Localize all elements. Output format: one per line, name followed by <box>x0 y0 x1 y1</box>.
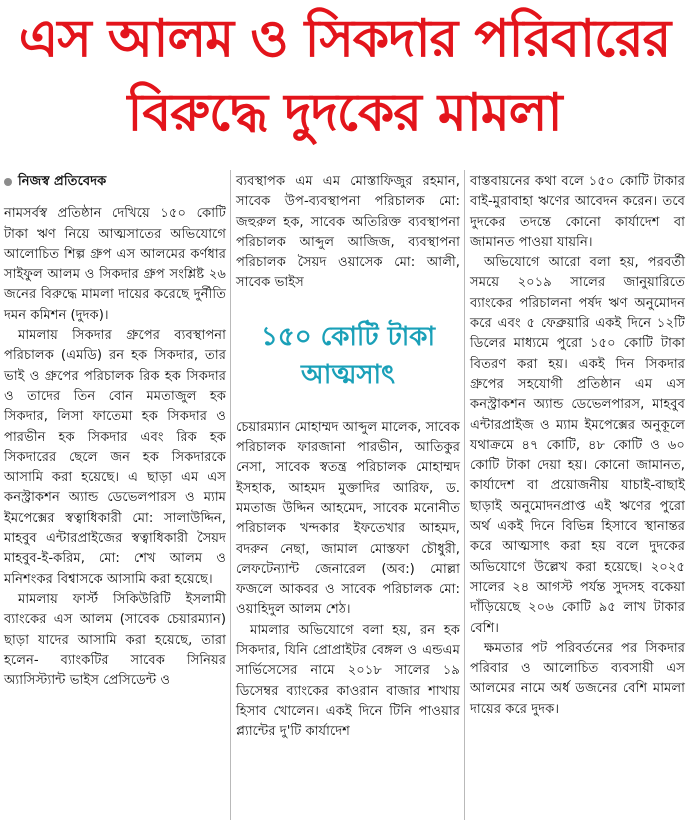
byline <box>4 172 226 192</box>
article-column-1 <box>4 172 226 691</box>
subheading-line-1: ১৫০ কোটি টাকা <box>260 321 436 352</box>
subheading-line-2: আত্মসাৎ <box>301 359 395 390</box>
column-divider <box>230 170 231 820</box>
paragraph: নামসর্বস্ব প্রতিষ্ঠান দেখিয়ে ১৫০ কোটি টাকা ঋণ নিয়ে আত্মসাতের অভিযোগে আলোচিত শিল্প গ্রুপ এস আলমের কর্ণধার সাইফুল আলম ও সিকদার গ্রুপ সংশ্লিষ্ট ২৬ জনের বিরুদ্ধে মামলা দায়ের করেছে দুর্নীতি দমন কমিশন (দুদক)। <box>4 206 226 323</box>
headline-line-2: বিরুদ্ধে দুদকের মামলা <box>127 83 562 143</box>
paragraph: মামলায় ফার্স্ট সিকিউরিটি ইসলামী ব্যাংকের এস আলম (সাবেক চেয়ারম্যান) ছাড়া যাদের আসামি করা হয়েছে, তারা হলেন- ব্যাংকটির সাবেক সিনিয়র অ্যাসিস্ট্যান্ট ভাইস প্রেসিডেন্ট ও <box>4 591 226 689</box>
paragraph: মামলার অভিযোগে বলা হয়, রন হক সিকদার, যিনি প্রোপ্রাইটর বেঙ্গল ও এন্ডএম সার্ভিসেসের নামে ২০১৮ সালের ১৯ ডিসেম্বর ব্যাংকের কাওরান বাজার শাখায় হিসাব খোলেন। একই দিনে টিনি পাওয়ার প্ল্যান্টের দু'টি কার্যাদেশ <box>236 622 460 740</box>
headline-line-1: এস আলম ও সিকদার পরিবারের <box>18 9 671 69</box>
paragraph: অভিযোগে আরো বলা হয়, পরবর্তী সময়ে ২০১৯ সালের জানুয়ারিতে ব্যাংকের পরিচালনা পর্ষদ ঋণ অনুমোদন করে এবং ৫ ফেব্রুয়ারি একই দিনে ১২টি ডিলের মাধ্যমে পুরো ১৫০ কোটি টাকা বিতরণ করা হয়। একই দিন সিকদার গ্রুপের সহযোগী প্রতিষ্ঠান এম এস কনস্ট্রাকশন অ্যান্ড ডেভেলপারস, মাহবুব এন্টারপ্রাইজ ও ম্যাম ইমপেক্সের অনুকূলে যথাক্রমে ৪৭ কোটি, ৪৮ কোটি ও ৬০ কোটি টাকা দেয়া হয়। কোনো জামানত, কার্যাদেশ বা প্রয়োজনীয় যাচাই-বাছাই ছাড়াই অনুমোদনপ্রাপ্ত এই ঋণের পুরো অর্থ একই দিনে বিভিন্ন হিসাবে স্থানান্তর করে আত্মসাৎ করা হয় বলে দুদকের অভিযোগে উল্লেখ করা হয়েছে। ২০২৫ সালের ২৪ আগস্ট পর্যন্ত সুদসহ বকেয়া দাঁড়িয়েছে ২০৬ কোটি ৯৫ লাখ টাকার বেশি। <box>470 255 685 636</box>
paragraph: বাস্তবায়নের কথা বলে ১৫০ কোটি টাকার বাই-মুরাবাহা ঋণের আবেদন করেন। তবে দুদকের তদন্তে কোনো কার্যাদেশ বা জামানত পাওয়া যায়নি। <box>470 174 685 250</box>
paragraph: ব্যবস্থাপক এম এম মোস্তাফিজুর রহমান, সাবেক উপ-ব্যবস্থাপনা পরিচালক মো: জহুরুল হক, সাবেক অতিরিক্ত ব্যবস্থাপনা পরিচালক আব্দুল আজিজ, ব্যবস্থাপনা পরিচালক সৈয়দ ওয়াসেক মো: আলী, সাবেক ভাইস <box>236 174 460 291</box>
subheading <box>236 318 460 394</box>
paragraph: মামলায় সিকদার গ্রুপের ব্যবস্থাপনা পরিচালক (এমডি) রন হক সিকদার, তার ভাই ও গ্রুপের পরিচালক রিক হক সিকদার ও তাদের তিন বোন মমতাজুল হক সিকদার, লিসা ফাতেমা হক সিকদার ও পারভীন হক সিকদার এবং রিক হক সিকদারের ছেলে জন হক সিকদারকে আসামি করা হয়েছে। এ ছাড়া এম এস কনস্ট্রাকশন অ্যান্ড ডেভেলপারস ও ম্যাম ইমপেক্সের স্বত্বাধিকারী মো: সালাউদ্দিন, মাহবুব এন্টারপ্রাইজের স্বত্বাধিকারী সৈয়দ মাহবুব-ই-করিম, মো: শেখ আলম ও মনিশংকর বিশ্বাসকে আসামি করা হয়েছে। <box>4 328 226 587</box>
byline-text: নিজস্ব প্রতিবেদক <box>18 174 107 189</box>
article-column-3 <box>470 172 685 720</box>
article-column-2 <box>236 172 460 743</box>
paragraph: ক্ষমতার পট পরিবর্তনের পর সিকদার পরিবার ও আলোচিত ব্যবসায়ী এস আলমের নামে অর্ধ ডজনের বেশি মামলা দায়ের করে দুদক। <box>470 640 685 717</box>
column-divider <box>464 170 465 820</box>
bullet-icon <box>4 178 12 186</box>
paragraph: চেয়ারম্যান মোহাম্মদ আব্দুল মালেক, সাবেক পরিচালক ফারজানা পারভীন, আতিকুর নেসা, সাবেক স্বতন্ত্র পরিচালক মোহাম্মদ ইসহাক, আহমদ মুক্তাদির আরিফ, ড. মমতাজ উদ্দিন আহমেদ, সাবেক মনোনীত পরিচালক খন্দকার ইফতেখার আহমদ, বদরুন নেছা, জামাল মোস্তফা চৌধুরী, লেফটেন্যান্ট জেনারেল (অব:) মোল্লা ফজলে আকবর ও সাবেক পরিচালক মো: ওয়াহিদুল আলম শেঠ। <box>236 419 460 618</box>
